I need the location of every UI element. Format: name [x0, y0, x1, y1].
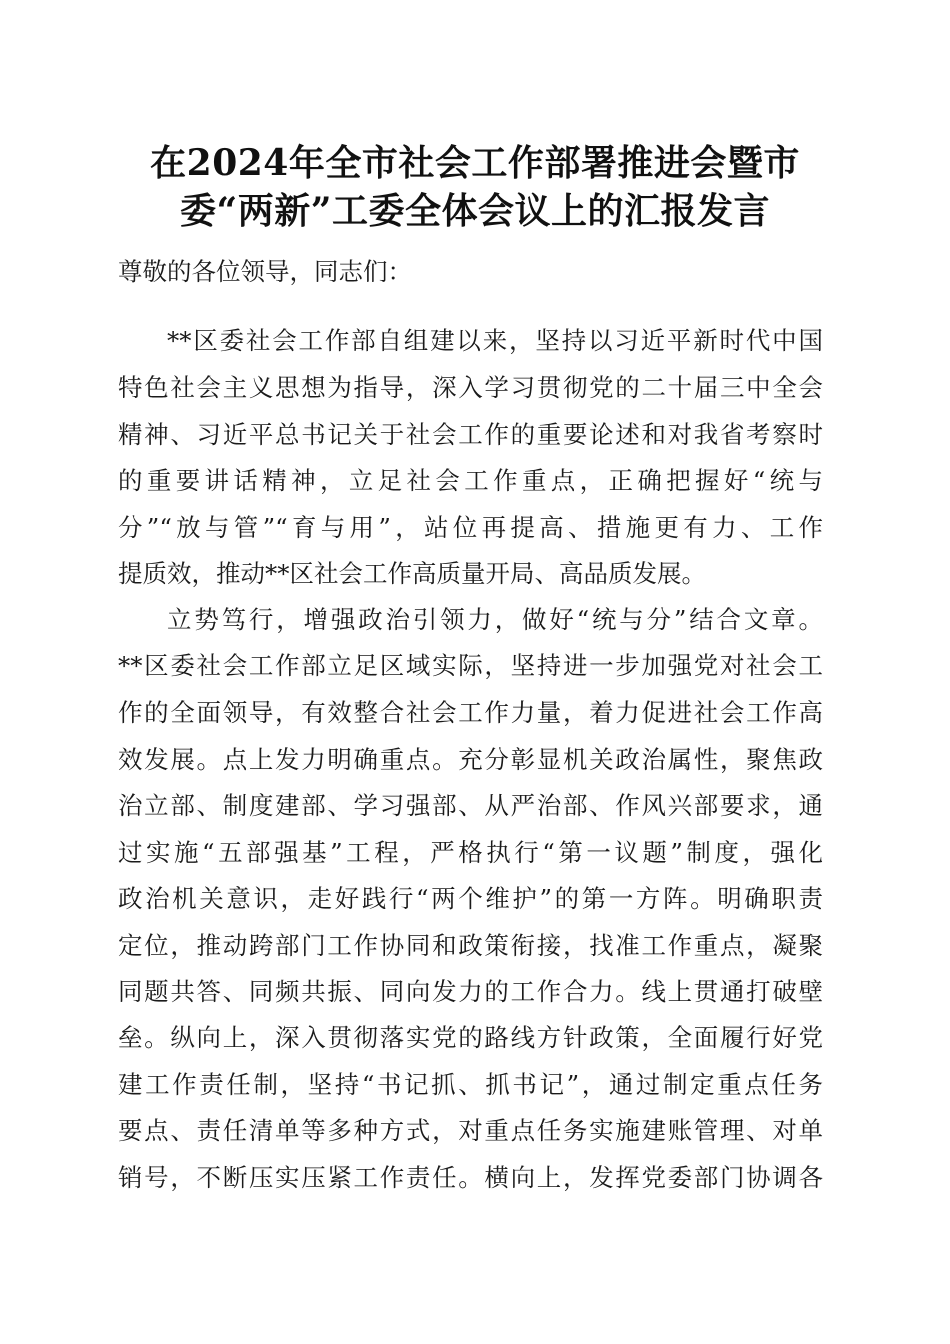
paragraph-2-line-11: 建工作责任制，坚持“书记抓、抓书记”，通过制定重点任务 — [118, 1070, 823, 1099]
paragraph-1-line-2: 特色社会主义思想为指导，深入学习贯彻党的二十届三中全会 — [118, 373, 823, 402]
paragraph-2-line-12: 要点、责任清单等多种方式，对重点任务实施建账管理、对单 — [118, 1116, 823, 1145]
document-title-line-1: 在2024年全市社会工作部署推进会暨市 — [150, 142, 800, 184]
paragraph-1-line-4: 的重要讲话精神，立足社会工作重点，正确把握好“统与 — [118, 466, 823, 495]
paragraph-1-line-3: 精神、习近平总书记关于社会工作的重要论述和对我省考察时 — [118, 420, 823, 449]
salutation: 尊敬的各位领导，同志们： — [118, 257, 412, 286]
paragraph-2-line-8: 定位，推动跨部门工作协同和政策衔接，找准工作重点，凝聚 — [118, 931, 823, 960]
paragraph-1-line-5: 分”“放与管”“育与用”，站位再提高、措施更有力、工作 — [118, 513, 823, 542]
paragraph-2-line-1: 立势笃行，增强政治引领力，做好“统与分”结合文章。 — [167, 605, 823, 634]
paragraph-1-line-1: **区委社会工作部自组建以来，坚持以习近平新时代中国 — [167, 326, 823, 355]
paragraph-2-line-4: 效发展。点上发力明确重点。充分彰显机关政治属性，聚焦政 — [118, 745, 823, 774]
paragraph-2-line-10: 垒。纵向上，深入贯彻落实党的路线方针政策，全面履行好党 — [118, 1023, 823, 1052]
paragraph-2-line-2: **区委社会工作部立足区域实际，坚持进一步加强党对社会工 — [118, 651, 823, 680]
paragraph-2-line-3: 作的全面领导，有效整合社会工作力量，着力促进社会工作高 — [118, 698, 823, 727]
paragraph-2-line-5: 治立部、制度建部、学习强部、从严治部、作风兴部要求，通 — [118, 791, 823, 820]
document-body — [118, 252, 823, 1202]
paragraph-2-line-6: 过实施“五部强基”工程，严格执行“第一议题”制度，强化 — [118, 838, 823, 867]
paragraph-2-line-13: 销号，不断压实压紧工作责任。横向上，发挥党委部门协调各 — [118, 1163, 823, 1192]
paragraph-2-line-9: 同题共答、同频共振、同向发力的工作合力。线上贯通打破壁 — [118, 977, 823, 1006]
paragraph-2-line-7: 政治机关意识，走好践行“两个维护”的第一方阵。明确职责 — [118, 884, 823, 913]
document-title-line-2: 委“两新”工委全体会议上的汇报发言 — [180, 190, 770, 232]
paragraph-1-line-6: 提质效，推动**区社会工作高质量开局、高品质发展。 — [118, 559, 706, 588]
